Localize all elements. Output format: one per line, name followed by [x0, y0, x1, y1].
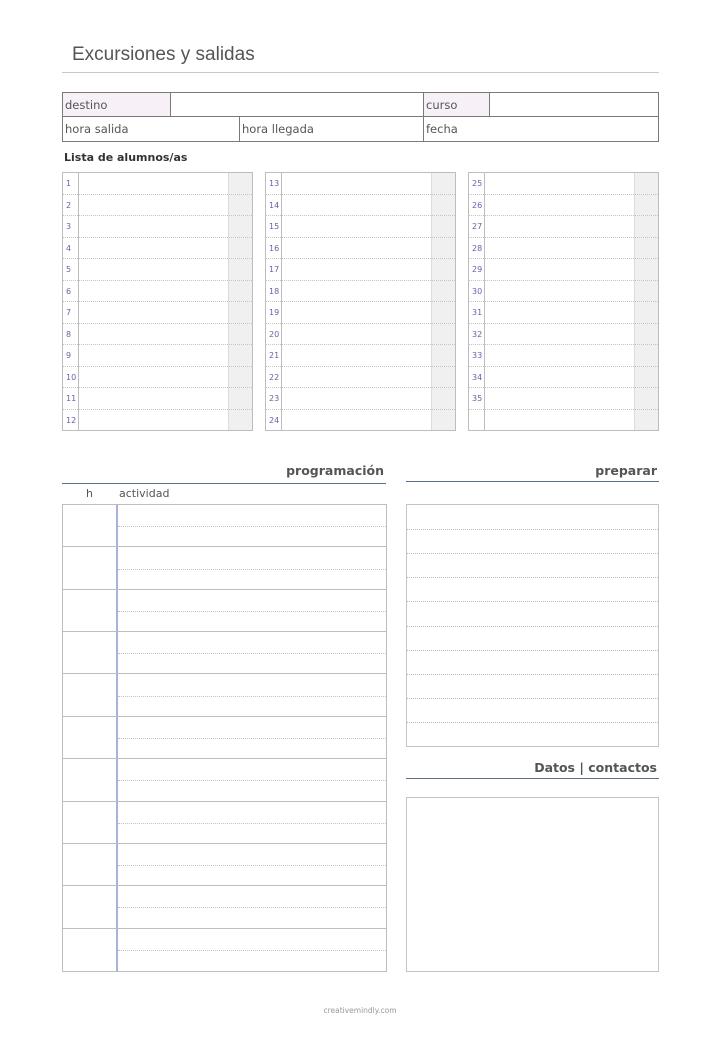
schedule-row[interactable]	[63, 886, 386, 928]
student-column-3	[468, 172, 659, 431]
title-divider	[62, 72, 659, 73]
student-row[interactable]	[63, 367, 252, 389]
student-number: 13	[269, 179, 280, 188]
curso-field[interactable]	[490, 93, 658, 116]
half-rule	[118, 569, 386, 570]
student-row[interactable]	[469, 281, 658, 303]
checklist-line	[407, 698, 658, 699]
student-number: 34	[472, 372, 483, 382]
student-number: 29	[472, 265, 483, 274]
student-row[interactable]	[266, 345, 455, 367]
programacion-heading: programación	[286, 463, 384, 478]
student-number: 35	[472, 394, 483, 403]
student-row[interactable]	[63, 388, 252, 410]
half-rule	[118, 865, 386, 866]
programacion-rule	[62, 483, 386, 484]
student-row[interactable]	[266, 281, 455, 303]
student-row[interactable]	[469, 345, 658, 367]
student-number: 22	[269, 372, 280, 382]
half-rule	[118, 526, 386, 527]
student-row[interactable]	[266, 238, 455, 260]
student-row[interactable]	[469, 302, 658, 324]
hour-column-header: h	[86, 487, 93, 500]
student-number: 1	[66, 179, 72, 188]
student-number: 27	[472, 222, 483, 231]
curso-label: curso	[424, 93, 489, 116]
info-row-2	[63, 117, 658, 141]
page-title: Excursiones y salidas	[72, 44, 255, 65]
half-rule	[118, 907, 386, 908]
student-number: 17	[269, 265, 280, 274]
hora-llegada-field[interactable]: hora llegada	[242, 122, 314, 136]
checklist-line	[407, 722, 658, 723]
student-row[interactable]	[266, 195, 455, 217]
student-number: 23	[269, 394, 280, 403]
student-row[interactable]	[469, 388, 658, 410]
student-row[interactable]	[469, 324, 658, 346]
student-number: 19	[269, 308, 280, 317]
student-row[interactable]	[63, 195, 252, 217]
student-number: 24	[269, 415, 280, 425]
checklist-line	[407, 650, 658, 651]
student-number: 32	[472, 329, 483, 339]
student-number: 28	[472, 243, 483, 253]
student-list-title: Lista de alumnos/as	[64, 151, 188, 164]
student-number: 5	[66, 265, 72, 274]
preparar-rule	[406, 481, 659, 482]
schedule-row[interactable]	[63, 759, 386, 801]
schedule-row[interactable]	[63, 674, 386, 716]
student-row[interactable]	[266, 216, 455, 238]
student-number: 10	[66, 372, 77, 382]
student-number: 14	[269, 200, 280, 210]
schedule-row[interactable]	[63, 929, 386, 971]
student-row[interactable]	[266, 410, 455, 432]
student-column-2	[265, 172, 456, 431]
checklist-line	[407, 529, 658, 530]
student-row[interactable]	[469, 195, 658, 217]
student-row[interactable]	[266, 367, 455, 389]
student-row[interactable]	[469, 238, 658, 260]
schedule-row[interactable]	[63, 632, 386, 674]
info-row-1	[63, 93, 658, 117]
student-row[interactable]	[63, 410, 252, 432]
student-row[interactable]	[63, 173, 252, 195]
checklist-line	[407, 674, 658, 675]
student-number: 26	[472, 200, 483, 210]
student-row[interactable]	[266, 259, 455, 281]
student-number: 25	[472, 179, 483, 188]
activity-column-header: actividad	[119, 487, 170, 500]
trip-info-table	[62, 92, 659, 142]
half-rule	[118, 780, 386, 781]
student-number: 3	[66, 222, 72, 231]
student-row[interactable]	[266, 302, 455, 324]
fecha-field[interactable]: fecha	[426, 122, 458, 136]
checklist-line	[407, 577, 658, 578]
schedule-row[interactable]	[63, 844, 386, 886]
student-number: 7	[66, 308, 72, 317]
student-number: 4	[66, 243, 72, 253]
student-row[interactable]	[63, 345, 252, 367]
student-number: 31	[472, 308, 483, 317]
half-rule	[118, 738, 386, 739]
student-row[interactable]	[63, 281, 252, 303]
preparar-box[interactable]	[406, 504, 659, 747]
student-row[interactable]	[63, 216, 252, 238]
checklist-line	[407, 553, 658, 554]
contactos-heading: Datos | contactos	[534, 760, 657, 775]
student-number: 8	[66, 329, 72, 339]
footer-credit: creativemindly.com	[323, 1006, 397, 1015]
student-row[interactable]	[266, 173, 455, 195]
half-rule	[118, 653, 386, 654]
student-row[interactable]	[469, 259, 658, 281]
student-number: 6	[66, 286, 72, 296]
student-number: 33	[472, 351, 483, 360]
schedule-row[interactable]	[63, 802, 386, 844]
student-number: 30	[472, 286, 483, 296]
student-row[interactable]	[469, 367, 658, 389]
student-number: 16	[269, 243, 280, 253]
student-row[interactable]	[63, 302, 252, 324]
student-number: 12	[66, 415, 77, 425]
schedule-row[interactable]	[63, 547, 386, 589]
contactos-rule	[406, 778, 659, 779]
half-rule	[118, 611, 386, 612]
destino-label: destino	[63, 93, 170, 116]
student-number: 11	[66, 394, 77, 403]
student-row[interactable]	[63, 238, 252, 260]
half-rule	[118, 950, 386, 951]
half-rule	[118, 696, 386, 697]
contactos-box[interactable]	[406, 797, 659, 972]
schedule-row[interactable]	[63, 590, 386, 632]
student-row[interactable]	[469, 216, 658, 238]
student-number: 15	[269, 222, 280, 231]
student-number: 18	[269, 286, 280, 296]
half-rule	[118, 823, 386, 824]
student-number: 20	[269, 329, 280, 339]
schedule-row[interactable]	[63, 505, 386, 547]
programacion-table	[62, 504, 387, 972]
destino-field[interactable]	[171, 93, 423, 116]
checklist-line	[407, 626, 658, 627]
student-row[interactable]	[63, 324, 252, 346]
student-row[interactable]	[63, 259, 252, 281]
student-column-1	[62, 172, 253, 431]
schedule-row[interactable]	[63, 717, 386, 759]
student-row[interactable]	[469, 173, 658, 195]
student-row[interactable]	[266, 324, 455, 346]
checklist-line	[407, 601, 658, 602]
student-number: 21	[269, 351, 280, 360]
student-row[interactable]	[469, 410, 658, 432]
student-number: 2	[66, 200, 72, 210]
student-number: 9	[66, 351, 72, 360]
hora-salida-field[interactable]: hora salida	[65, 122, 129, 136]
student-row[interactable]	[266, 388, 455, 410]
preparar-heading: preparar	[595, 463, 657, 478]
